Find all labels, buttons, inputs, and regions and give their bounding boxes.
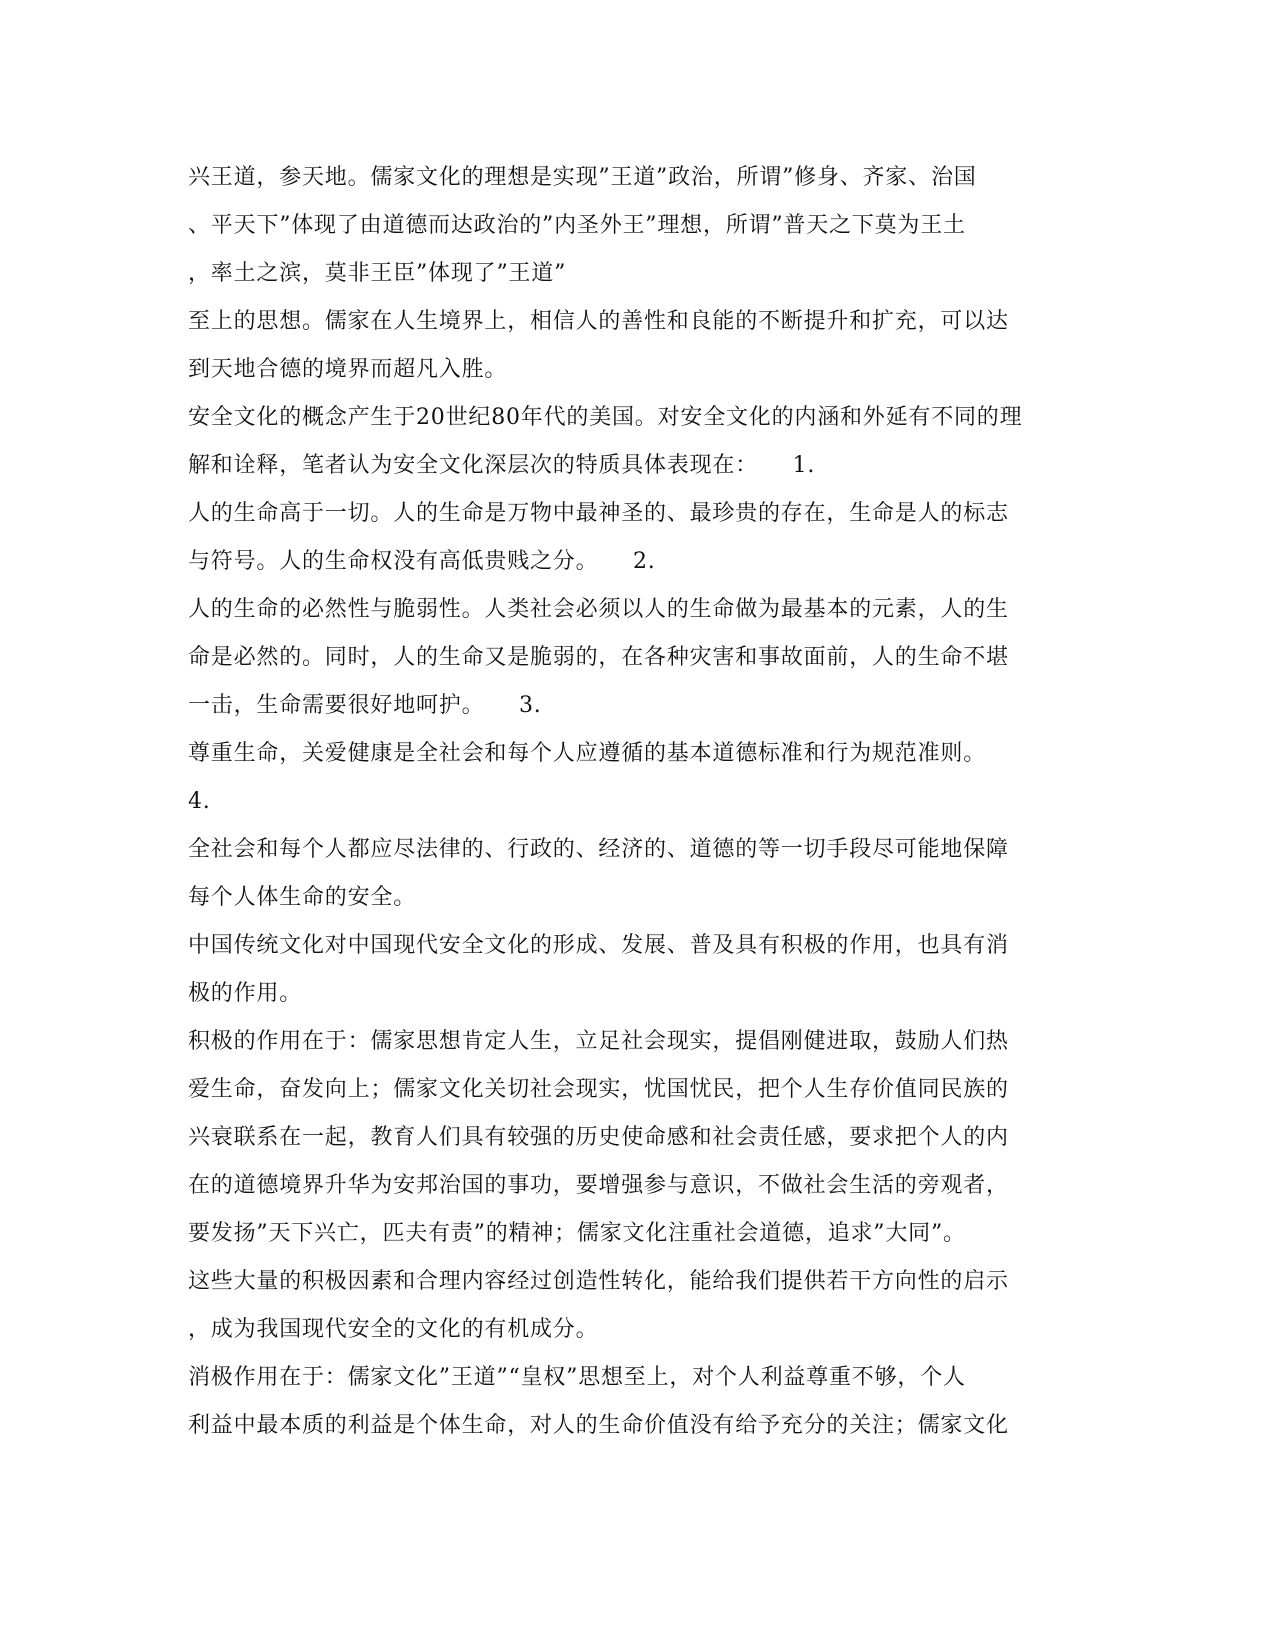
text-line: 利益中最本质的利益是个体生命，对人的生命价值没有给予充分的关注；儒家文化 bbox=[188, 1413, 1009, 1438]
text-line: 人的生命的必然性与脆弱性。人类社会必须以人的生命做为最基本的元素，人的生 bbox=[188, 597, 1009, 622]
text-line: 消极作用在于：儒家文化”王道”“皇权”思想至上，对个人利益尊重不够，个人 bbox=[188, 1365, 966, 1390]
text-line: 尊重生命，关爱健康是全社会和每个人应遵循的基本道德标准和行为规范准则。 bbox=[188, 741, 987, 766]
text-line: 这些大量的积极因素和合理内容经过创造性转化，能给我们提供若干方向性的启示 bbox=[188, 1269, 1009, 1294]
text-line: 安全文化的概念产生于20世纪80年代的美国。对安全文化的内涵和外延有不同的理 bbox=[188, 405, 1023, 430]
text-line: 兴衰联系在一起，教育人们具有较强的历史使命感和社会责任感，要求把个人的内 bbox=[188, 1125, 1009, 1150]
text-line: 全社会和每个人都应尽法律的、行政的、经济的、道德的等一切手段尽可能地保障 bbox=[188, 837, 1009, 862]
text-line: 到天地合德的境界而超凡入胜。 bbox=[188, 357, 508, 382]
text-line: 爱生命，奋发向上；儒家文化关切社会现实，忧国忧民，把个人生存价值同民族的 bbox=[188, 1077, 1009, 1102]
text-line: 解和诠释，笔者认为安全文化深层次的特质具体表现在： 1. bbox=[188, 453, 816, 478]
document-body bbox=[188, 154, 1088, 1450]
text-line: 极的作用。 bbox=[188, 981, 303, 1006]
text-line: 、平天下”体现了由道德而达政治的”内圣外王”理想，所谓”普天之下莫为王土 bbox=[188, 213, 966, 238]
text-line: 要发扬”天下兴亡，匹夫有责”的精神；儒家文化注重社会道德，追求”大同”。 bbox=[188, 1221, 966, 1246]
text-line: 人的生命高于一切。人的生命是万物中最神圣的、最珍贵的存在，生命是人的标志 bbox=[188, 501, 1009, 526]
text-line: 4. bbox=[188, 789, 211, 814]
text-line: 每个人体生命的安全。 bbox=[188, 885, 417, 910]
text-line: 积极的作用在于：儒家思想肯定人生，立足社会现实，提倡刚健进取，鼓励人们热 bbox=[188, 1029, 1009, 1054]
text-line: 至上的思想。儒家在人生境界上，相信人的善性和良能的不断提升和扩充，可以达 bbox=[188, 309, 1009, 334]
text-line: 兴王道，参天地。儒家文化的理想是实现”王道”政治，所谓”修身、齐家、治国 bbox=[188, 165, 977, 190]
text-line: 一击，生命需要很好地呵护。 3. bbox=[188, 693, 542, 718]
text-line: 与符号。人的生命权没有高低贵贱之分。 2. bbox=[188, 549, 656, 574]
text-line: 命是必然的。同时，人的生命又是脆弱的，在各种灾害和事故面前，人的生命不堪 bbox=[188, 645, 1009, 670]
text-line: 在的道德境界升华为安邦治国的事功，要增强参与意识，不做社会生活的旁观者， bbox=[188, 1173, 1009, 1198]
text-line: ，率土之滨，莫非王臣”体现了”王道” bbox=[188, 261, 567, 286]
text-line: 中国传统文化对中国现代安全文化的形成、发展、普及具有积极的作用，也具有消 bbox=[188, 933, 1009, 958]
text-line: ，成为我国现代安全的文化的有机成分。 bbox=[188, 1317, 599, 1342]
